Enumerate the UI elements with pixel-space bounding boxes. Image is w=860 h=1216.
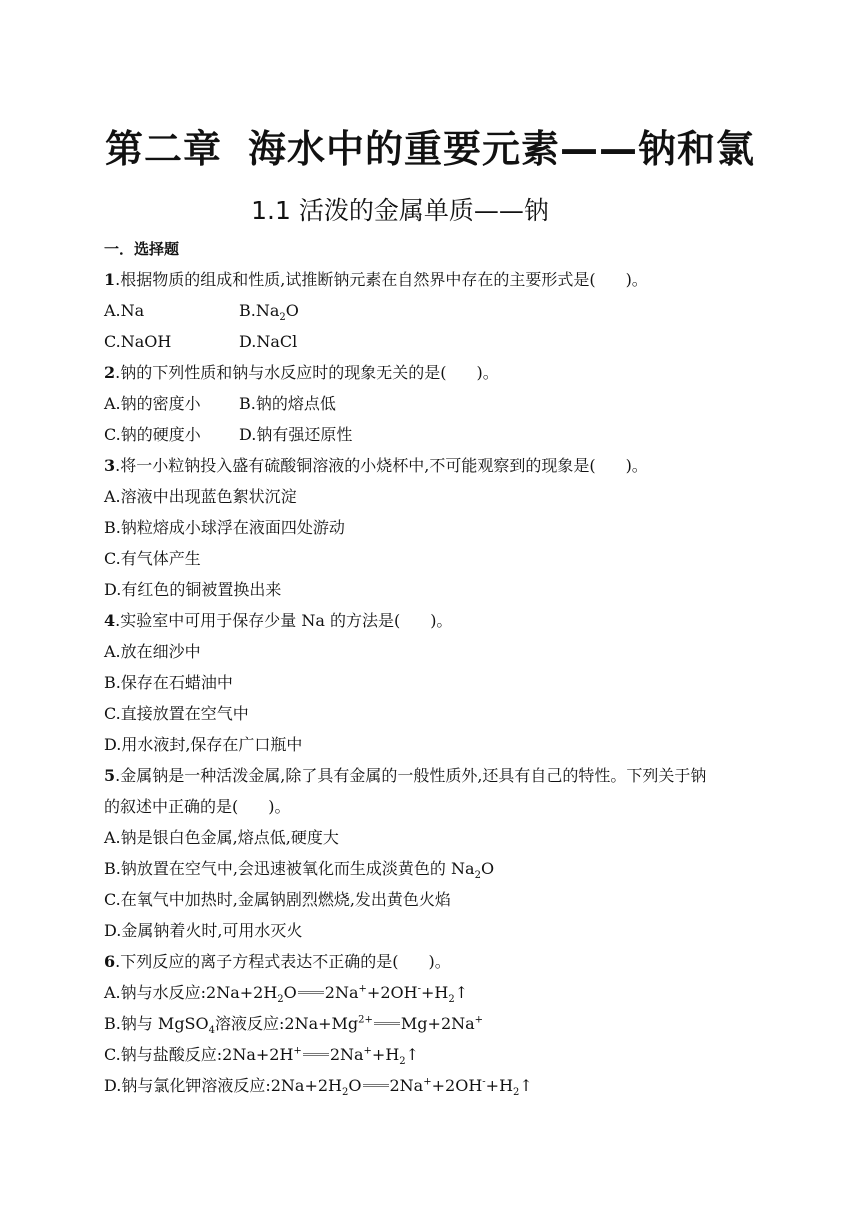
question-number: 2 [104, 363, 116, 382]
question-number: 1 [104, 270, 116, 289]
option-b: B.钠放置在空气中,会迅速被氧化而生成淡黄色的 $Na_2O$ [104, 859, 495, 882]
question-text: .下列反应的离子方程式表达不正确的是( [115, 952, 399, 971]
option-c: C.钠的硬度小 [104, 425, 201, 444]
question-1-options-cd [104, 326, 764, 357]
chapter-number: 第二章 [104, 127, 222, 171]
option-a: A.溶液中出现蓝色絮状沉淀 [104, 487, 297, 506]
question-3-stem [104, 450, 764, 481]
question-number: 6 [104, 952, 116, 971]
question-number: 4 [104, 611, 116, 630]
question-5-stem-line-1 [104, 760, 764, 791]
option-d: D.有红色的铜被置换出来 [104, 580, 282, 599]
question-type-heading: 一．选择题 [104, 240, 180, 258]
question-text: .将一小粒钠投入盛有硫酸铜溶液的小烧杯中,不可能观察到的现象是( [115, 456, 596, 475]
question-1-options-ab [104, 295, 764, 326]
option-d: D.用水液封,保存在广口瓶中 [104, 735, 303, 754]
option-d: D.钠有强还原性 [239, 425, 353, 444]
question-6-stem [104, 946, 764, 977]
question-end: )。 [625, 270, 648, 289]
option-d: D.钠与氯化钾溶液反应$:2Na+2H_2O$ $2Na^++2OH^-+H_2↑$ [104, 1076, 533, 1099]
option-a: A.钠与水反应$:2Na+2H_2O$ $2Na^++2OH^-+H_2↑$ [104, 983, 469, 1006]
option-d: D.NaCl [239, 332, 298, 351]
option-b: $B.Na_2O$ [239, 301, 299, 324]
option-c: C.钠与盐酸反应:2Na+2H+ $2Na^++H_2↑$ [104, 1045, 420, 1068]
section-title [0, 191, 800, 227]
option-c: C.在氧气中加热时,金属钠剧烈燃烧,发出黄色火焰 [104, 890, 451, 909]
question-2-stem [104, 357, 764, 388]
question-end: )。 [625, 456, 648, 475]
equals-sign-icon [298, 991, 324, 994]
question-text: .金属钠是一种活泼金属,除了具有金属的一般性质外,还具有自己的特性。下列关于钠 [115, 766, 707, 785]
question-end: )。 [268, 797, 291, 816]
option-b: B.钠粒熔成小球浮在液面四处游动 [104, 518, 345, 537]
question-list [104, 264, 764, 1101]
equals-sign-icon [363, 1084, 389, 1087]
option-b: B.保存在石蜡油中 [104, 673, 233, 692]
option-d: D.金属钠着火时,可用水灭火 [104, 921, 303, 940]
option-c: C.有气体产生 [104, 549, 201, 568]
question-1-stem [104, 264, 764, 295]
question-text: .钠的下列性质和钠与水反应时的现象无关的是( [115, 363, 447, 382]
option-c: C.NaOH [104, 332, 172, 351]
question-number: 5 [104, 766, 116, 785]
question-number: 3 [104, 456, 116, 475]
question-text: 的叙述中正确的是( [104, 797, 239, 816]
equals-sign-icon [374, 1022, 400, 1025]
chapter-title [0, 118, 860, 173]
question-2-options-cd [104, 419, 764, 450]
option-a: A.钠的密度小 [104, 394, 201, 413]
option-c: C.直接放置在空气中 [104, 704, 249, 723]
section-title-text: 1.1 活泼的金属单质——钠 [251, 196, 549, 225]
option-a: A.放在细沙中 [104, 642, 201, 661]
question-5-stem-line-2 [104, 791, 764, 822]
question-text: .根据物质的组成和性质,试推断钠元素在自然界中存在的主要形式是( [115, 270, 596, 289]
question-4-stem [104, 605, 764, 636]
question-end: )。 [428, 952, 451, 971]
question-2-options-ab [104, 388, 764, 419]
question-text: .实验室中可用于保存少量 Na 的方法是( [115, 611, 401, 630]
chapter-name: 海水中的重要元素——钠和氯 [248, 127, 756, 171]
option-a: A.Na [104, 301, 145, 320]
option-b: B.钠的熔点低 [239, 394, 336, 413]
option-a: A.钠是银白色金属,熔点低,硬度大 [104, 828, 339, 847]
question-end: )。 [476, 363, 499, 382]
equals-sign-icon [303, 1053, 329, 1056]
question-end: )。 [430, 611, 453, 630]
option-b: B.钠与 MgSO$_4$溶液反应$:2Na+Mg^{2+}$ Mg+2Na+ [104, 1014, 484, 1037]
